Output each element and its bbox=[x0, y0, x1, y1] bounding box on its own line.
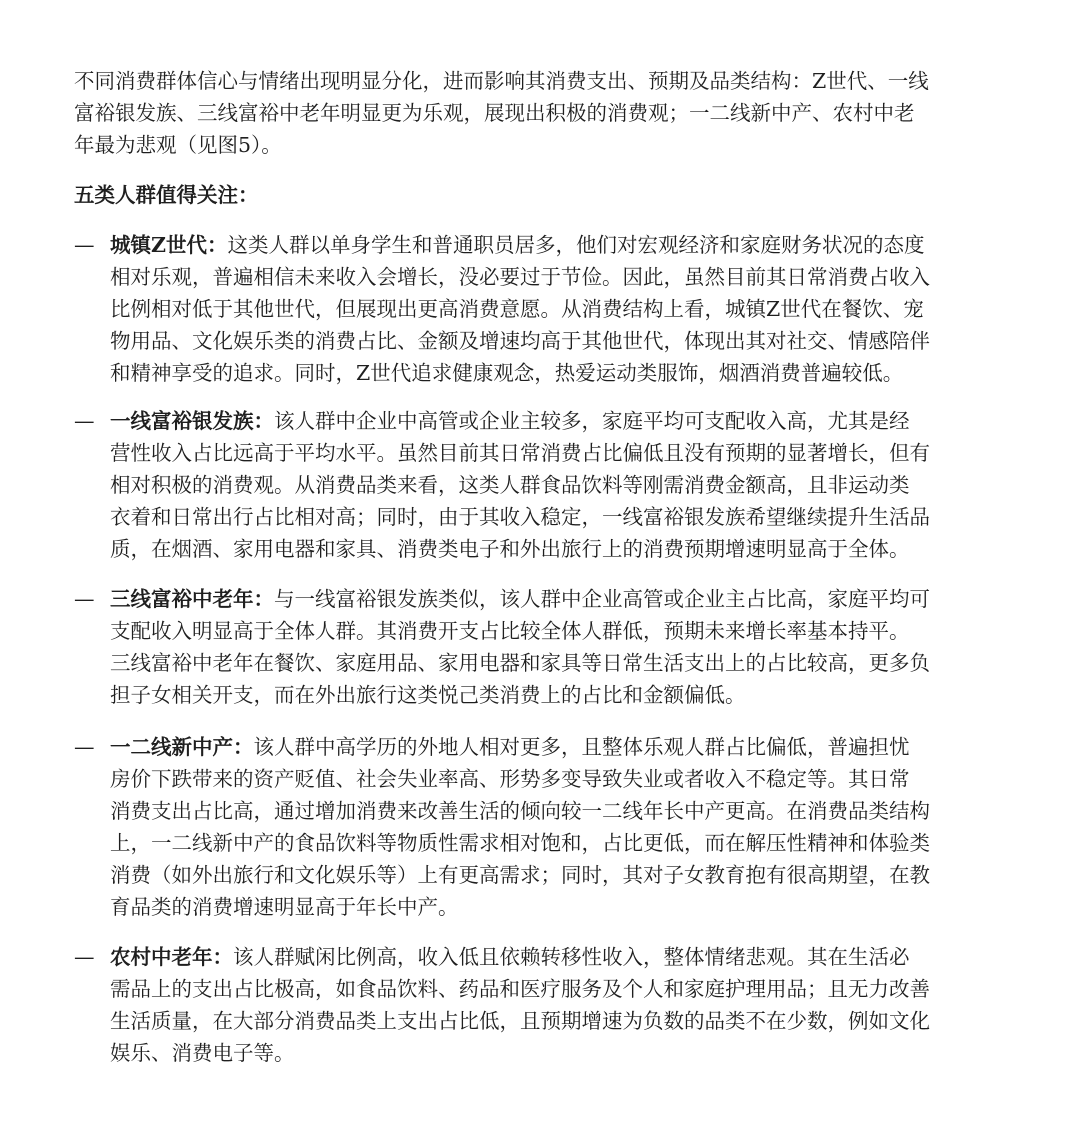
group-line: 支配收入明显高于全体人群。其消费开支占比较全体人群低，预期未来增长率基本持平。 bbox=[110, 619, 910, 643]
group-line: 相对乐观，普遍相信未来收入会增长，没必要过于节俭。因此，虽然目前其日常消费占收入 bbox=[110, 265, 930, 289]
group-title: 城镇Z世代： bbox=[110, 233, 228, 257]
group-title: 一二线新中产： bbox=[110, 735, 254, 759]
group-line: 质，在烟酒、家用电器和家具、消费类电子和外出旅行上的消费预期增速明显高于全体。 bbox=[110, 537, 910, 561]
group-first-line bbox=[110, 942, 910, 972]
group-text: 该人群中高学历的外地人相对更多，且整体乐观人群占比偏低，普遍担忧 bbox=[253, 735, 910, 759]
group-line: 营性收入占比远高于平均水平。虽然目前其日常消费占比偏低且没有预期的显著增长，但有 bbox=[110, 441, 930, 465]
intro-line: 不同消费群体信心与情绪出现明显分化，进而影响其消费支出、预期及品类结构：Z世代、一线 bbox=[74, 69, 929, 93]
group-line: 相对积极的消费观。从消费品类来看，这类人群食品饮料等刚需消费金额高，且非运动类 bbox=[110, 473, 910, 497]
group-line: 物用品、文化娱乐类的消费占比、金额及增速均高于其他世代，体现出其对社交、情感陪伴 bbox=[110, 329, 930, 353]
bullet-dash: — bbox=[74, 409, 95, 433]
group-line: 上，一二线新中产的食品饮料等物质性需求相对饱和，占比更低，而在解压性精神和体验类 bbox=[110, 831, 930, 855]
group-first-line bbox=[110, 230, 924, 260]
bullet-dash: — bbox=[74, 735, 95, 759]
group-text: 这类人群以单身学生和普通职员居多，他们对宏观经济和家庭财务状况的态度 bbox=[227, 233, 925, 257]
group-line: 育品类的消费增速明显高于年长中产。 bbox=[110, 895, 459, 919]
group-line: 衣着和日常出行占比相对高；同时，由于其收入稳定，一线富裕银发族希望继续提升生活品 bbox=[110, 505, 930, 529]
group-line: 三线富裕中老年在餐饮、家庭用品、家用电器和家具等日常生活支出上的占比较高，更多负 bbox=[110, 651, 930, 675]
group-text: 与一线富裕银发族类似，该人群中企业高管或企业主占比高，家庭平均可 bbox=[274, 587, 930, 611]
group-line: 比例相对低于其他世代，但展现出更高消费意愿。从消费结构上看，城镇Z世代在餐饮、宠 bbox=[110, 297, 924, 321]
group-line: 消费支出占比高，通过增加消费来改善生活的倾向较一二线年长中产更高。在消费品类结构 bbox=[110, 799, 930, 823]
bullet-dash: — bbox=[74, 233, 95, 257]
bullet-dash: — bbox=[74, 945, 95, 969]
intro-line: 年最为悲观（见图5）。 bbox=[74, 133, 282, 157]
group-line: 房价下跌带来的资产贬值、社会失业率高、形势多变导致失业或者收入不稳定等。其日常 bbox=[110, 767, 910, 791]
group-title: 一线富裕银发族： bbox=[110, 409, 274, 433]
group-line: 消费（如外出旅行和文化娱乐等）上有更高需求；同时，其对子女教育抱有很高期望，在教 bbox=[110, 863, 930, 887]
group-line: 和精神享受的追求。同时，Z世代追求健康观念，热爱运动类服饰，烟酒消费普遍较低。 bbox=[110, 361, 904, 385]
group-first-line bbox=[110, 584, 930, 614]
intro-line: 富裕银发族、三线富裕中老年明显更为乐观，展现出积极的消费观；一二线新中产、农村中老 bbox=[74, 101, 915, 125]
bullet-dash: — bbox=[74, 587, 95, 611]
group-text: 该人群赋闲比例高，收入低且依赖转移性收入，整体情绪悲观。其在生活必 bbox=[233, 945, 910, 969]
group-first-line bbox=[110, 406, 910, 436]
group-line: 担子女相关开支，而在外出旅行这类悦己类消费上的占比和金额偏低。 bbox=[110, 683, 746, 707]
group-title: 农村中老年： bbox=[110, 945, 233, 969]
group-first-line bbox=[110, 732, 910, 762]
group-line: 娱乐、消费电子等。 bbox=[110, 1041, 295, 1065]
group-line: 生活质量，在大部分消费品类上支出占比低，且预期增速为负数的品类不在少数，例如文化 bbox=[110, 1009, 930, 1033]
group-title: 三线富裕中老年： bbox=[110, 587, 274, 611]
section-heading: 五类人群值得关注： bbox=[74, 183, 259, 207]
group-text: 该人群中企业中高管或企业主较多，家庭平均可支配收入高，尤其是经 bbox=[274, 409, 910, 433]
group-line: 需品上的支出占比极高，如食品饮料、药品和医疗服务及个人和家庭护理用品；且无力改善 bbox=[110, 977, 930, 1001]
